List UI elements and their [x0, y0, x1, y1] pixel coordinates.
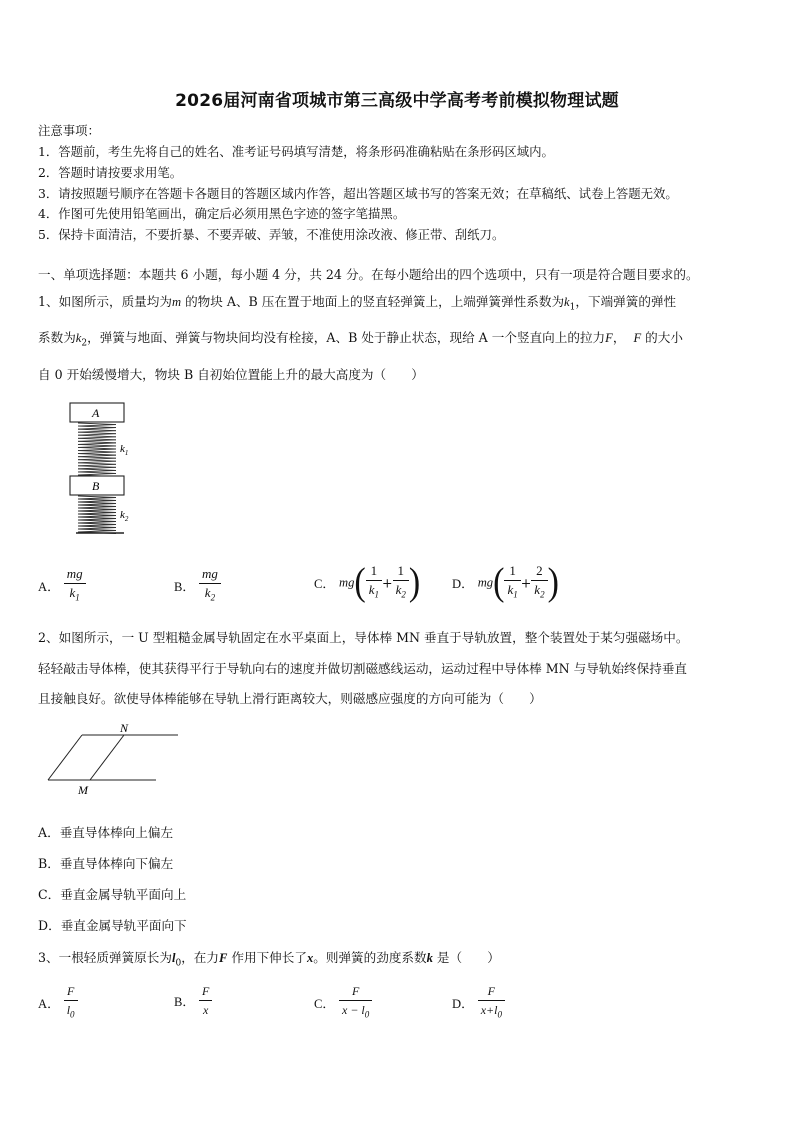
spring-coil — [78, 437, 116, 439]
conductor-rod-mn — [90, 735, 124, 780]
fraction-denominator: $x - l_0$ — [342, 1003, 370, 1020]
fraction-numerator: F — [478, 983, 505, 1001]
q2-option-a[interactable]: A．垂直导体棒向上偏左 — [38, 825, 174, 840]
q1-option-d[interactable]: D． mg( $\frac{1}{k_1}$ + $\frac{2}{k_2}$ ) — [452, 560, 559, 604]
spring-coil — [78, 435, 116, 437]
spring-coil — [78, 444, 116, 446]
q2-option-d[interactable]: D．垂直金属导轨平面向下 — [38, 918, 187, 933]
q1-var-k1-sub: 1 — [569, 302, 576, 313]
spring-coil — [78, 454, 116, 456]
q1-option-a[interactable] — [38, 566, 86, 606]
option-label: A． — [38, 580, 60, 595]
fraction-denominator: $k_1$ — [507, 582, 518, 600]
fraction-denominator: $l_0$ — [66, 1003, 75, 1020]
q1-line-1 — [38, 291, 676, 313]
fraction-numerator: F — [64, 983, 78, 1001]
option-label: D． — [452, 577, 474, 592]
fraction-denominator: x — [203, 1003, 209, 1017]
fraction-numerator: 2 — [531, 563, 547, 581]
q3-var-l0-sub: 0 — [175, 958, 182, 969]
fraction-numerator: F — [199, 983, 212, 1001]
spring-k1-label: $k_1$ — [120, 443, 129, 457]
q1-option-c[interactable]: C． mg( $\frac{1}{k_1}$ + $\frac{1}{k_2}$ ) — [314, 560, 421, 604]
q1-var-k1: k — [564, 295, 570, 309]
notice-item-1: 1．答题前，考生先将自己的姓名、准考证号码填写清楚，将条形码准确粘贴在条形码区域内。 — [38, 144, 554, 159]
q3-option-c[interactable] — [314, 983, 372, 1022]
fraction-numerator: 1 — [393, 563, 409, 581]
q3-var-k: k — [426, 951, 433, 965]
spring-coil — [78, 452, 116, 454]
spring-coil — [78, 470, 116, 472]
q3-line-1 — [38, 947, 500, 969]
q3-var-l0: l — [171, 951, 176, 965]
spring-coil — [78, 434, 116, 436]
q1-line-3: 自 0 开始缓慢增大，物块 B 自初始位置能上升的最大高度为（ ） — [38, 367, 424, 382]
fraction-numerator: 1 — [504, 563, 520, 581]
block-b-label: B — [92, 479, 100, 493]
spring-k1 — [78, 423, 116, 477]
option-factor: mg — [477, 575, 494, 590]
notice-item-4: 4．作图可先使用铅笔画出，确定后必须用黑色字迹的签字笔描黑。 — [38, 206, 406, 221]
block-a-label: A — [92, 406, 100, 420]
q3-text: 。则弹簧的劲度系数 — [313, 950, 427, 965]
spring-coil — [78, 425, 116, 427]
fraction-denominator: $k_1$ — [69, 585, 80, 603]
q1-var-F: F — [605, 331, 613, 345]
q1-spring-figure — [66, 400, 156, 538]
option-label: B． — [174, 995, 195, 1009]
fraction-denominator: $x+l_0$ — [480, 1003, 502, 1020]
rail-connector — [48, 735, 82, 780]
notice-item-5: 5．保持卡面清洁，不要折暴、不要弄破、弄皱，不准使用涂改液、修正带、刮纸刀。 — [38, 227, 505, 242]
notice-item-3: 3．请按照题号顺序在答题卡各题目的答题区域内作答，超出答题区域书写的答案无效；在草稿纸、试卷上答题无效。 — [38, 186, 678, 201]
spring-coil — [78, 467, 116, 469]
spring-coil — [78, 438, 116, 440]
spring-coil — [78, 429, 116, 431]
fraction-denominator: $k_1$ — [368, 582, 380, 600]
fraction-numerator: F — [339, 983, 372, 1001]
q1-var-m: m — [171, 295, 182, 309]
q1-option-b[interactable] — [174, 566, 221, 606]
q3-option-d[interactable] — [452, 983, 505, 1022]
q3-text: 是（ ） — [432, 950, 500, 965]
q1-var-k2: k — [75, 331, 82, 345]
q2-line-1: 2、如图所示，一 U 型粗糙金属导轨固定在水平桌面上，导体棒 MN 垂直于导轨放置，整个装置处于某匀强磁场中。 — [38, 630, 689, 645]
spring-coil — [78, 469, 116, 471]
q1-line-2 — [38, 327, 683, 349]
notice-item-2: 2．答题时请按要求用笔。 — [38, 165, 183, 180]
spring-coil — [78, 447, 116, 449]
fraction-numerator: 1 — [366, 563, 382, 581]
q1-text: 的物块 A、B 压在置于地面上的竖直轻弹簧上，上端弹簧弹性系数为 — [181, 294, 565, 309]
spring-coil — [78, 443, 116, 445]
q2-line-2: 轻轻敲击导体棒，使其获得平行于导轨向右的速度并做切割磁感线运动，运动过程中导体棒 MN 与导轨始终保持垂直 — [38, 661, 688, 676]
spring-coil — [78, 428, 116, 430]
spring-coil — [78, 455, 116, 457]
spring-coil — [78, 446, 116, 448]
spring-coil — [78, 464, 116, 466]
label-n: N — [120, 722, 129, 735]
option-label: A． — [38, 997, 60, 1012]
spring-coil — [78, 426, 116, 428]
q2-option-b[interactable]: B．垂直导体棒向下偏左 — [38, 856, 174, 871]
spring-coil — [78, 460, 116, 462]
q3-var-F: F — [218, 951, 228, 965]
q3-text: 3、一根轻质弹簧原长为 — [38, 950, 172, 965]
option-factor: mg — [339, 575, 355, 590]
fraction-denominator: $k_2$ — [534, 582, 545, 600]
spring-coil — [78, 449, 116, 451]
q3-option-b[interactable] — [174, 983, 212, 1018]
fraction-numerator: mg — [199, 566, 221, 584]
q3-text: 作用下伸长了 — [227, 950, 307, 965]
plus-sign: + — [520, 575, 532, 591]
spring-coil — [78, 473, 116, 475]
q1-text: 系数为 — [38, 330, 76, 345]
q1-var-F: F — [633, 331, 642, 345]
spring-coil — [78, 431, 116, 433]
q1-text: 的大小 — [641, 330, 683, 345]
spring-coil — [78, 451, 116, 453]
spring-coil — [78, 441, 116, 443]
q1-text: ， — [612, 330, 626, 345]
q1-text: 1、如图所示，质量均为 — [38, 294, 172, 309]
q1-text: ，弹簧与地面、弹簧与物块间均没有栓接，A、B 处于静止状态，现给 A 一个竖直向上的拉力 — [87, 330, 606, 345]
spring-coil — [78, 458, 116, 460]
spring-coil — [78, 463, 116, 465]
option-label: C． — [314, 997, 335, 1012]
q2-line-3: 且接触良好。欲使导体棒能够在导轨上滑行距离较大，则磁感应强度的方向可能为（ ） — [38, 691, 542, 706]
spring-coil — [78, 440, 116, 442]
q1-text: ，下端弹簧的弹性 — [575, 294, 677, 309]
page-title: 2026届河南省项城市第三高级中学高考考前模拟物理试题 — [175, 91, 619, 111]
spring-k2 — [78, 496, 116, 534]
fraction-denominator: $k_2$ — [204, 585, 216, 603]
notice-heading: 注意事项： — [38, 123, 100, 138]
q1-var-k2-sub: 2 — [81, 338, 88, 349]
option-label: D． — [452, 997, 474, 1012]
spring-coil — [78, 461, 116, 463]
spring-coil — [78, 423, 116, 425]
q2-option-c[interactable]: C．垂直金属导轨平面向上 — [38, 887, 187, 902]
fraction-denominator: $k_2$ — [395, 582, 406, 600]
spring-coil — [78, 466, 116, 468]
spring-k2-label: $k_2$ — [120, 509, 129, 523]
spring-coil — [78, 432, 116, 434]
q2-rail-figure — [44, 722, 186, 798]
fraction-numerator: mg — [64, 566, 86, 584]
option-label: B． — [174, 580, 195, 595]
label-m: M — [78, 783, 88, 797]
section-heading: 一、单项选择题：本题共 6 小题，每小题 4 分，共 24 分。在每小题给出的四个选项中，只有一项是符合题目要求的。 — [38, 267, 699, 282]
spring-coil — [78, 472, 116, 474]
spring-coil — [78, 457, 116, 459]
q3-var-x: x — [306, 951, 314, 965]
q3-text: ，在力 — [181, 950, 219, 965]
plus-sign: + — [382, 575, 393, 591]
option-label: C． — [314, 577, 335, 592]
q3-option-a[interactable] — [38, 983, 78, 1022]
